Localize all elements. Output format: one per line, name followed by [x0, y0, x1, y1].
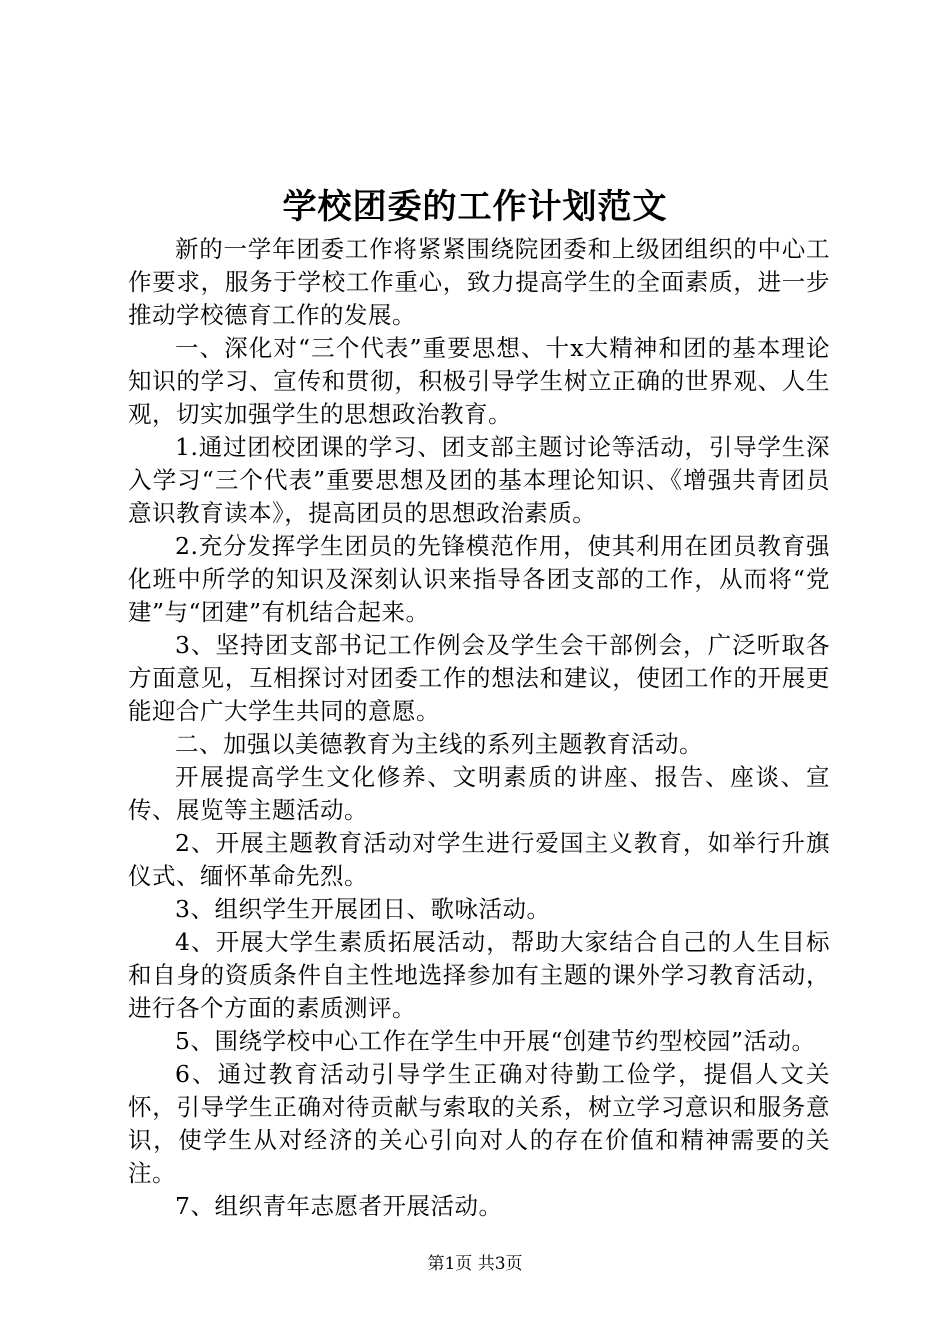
paragraph-section-2: 二、加强以美德教育为主线的系列主题教育活动。	[175, 730, 703, 758]
document-body	[128, 233, 830, 1223]
paragraph-item-1-2: 2.充分发挥学生团员的先锋模范作用，使其利用在团员教育强化班中所学的知识及深刻认识来指导各团支部的工作，从而将“党建”与“团建”有机结合起来。	[128, 532, 830, 626]
document-title: 学校团委的工作计划范文	[282, 187, 668, 227]
paragraph-intro: 新的一学年团委工作将紧紧围绕院团委和上级团组织的中心工作要求，服务于学校工作重心，致力提高学生的全面素质，进一步推动学校德育工作的发展。	[128, 235, 830, 329]
paragraph-item-2-6: 6、通过教育活动引导学生正确对待勤工俭学，提倡人文关怀，引导学生正确对待贡献与索取的关系，树立学习意识和服务意识，使学生从对经济的关心引向对人的存在价值和精神需要的关注。	[128, 1060, 830, 1187]
paragraph-item-2-2: 2、开展主题教育活动对学生进行爱国主义教育，如举行升旗仪式、缅怀革命先烈。	[128, 829, 830, 890]
paragraph-item-1-3: 3、坚持团支部书记工作例会及学生会干部例会，广泛听取各方面意见，互相探讨对团委工作的想法和建议，使团工作的开展更能迎合广大学生共同的意愿。	[128, 631, 830, 725]
paragraph-item-2-5: 5、围绕学校中心工作在学生中开展“创建节约型校园”活动。	[175, 1027, 816, 1055]
paragraph-item-2-7: 7、组织青年志愿者开展活动。	[175, 1192, 503, 1220]
paragraph-section-1: 一、深化对“三个代表”重要思想、十x大精神和团的基本理论知识的学习、宣传和贯彻，积极引导学生树立正确的世界观、人生观，切实加强学生的思想政治教育。	[128, 334, 830, 428]
paragraph-item-2-4: 4、开展大学生素质拓展活动，帮助大家结合自己的人生目标和自身的资质条件自主性地选择参加有主题的课外学习教育活动，进行各个方面的素质测评。	[128, 928, 830, 1022]
page-footer: 第1页 共3页	[427, 1254, 523, 1274]
paragraph-item-2-3: 3、组织学生开展团日、歌咏活动。	[175, 895, 551, 923]
paragraph-item-1-1: 1.通过团校团课的学习、团支部主题讨论等活动，引导学生深入学习“三个代表”重要思想及团的基本理论知识、《增强共青团员意识教育读本》，提高团员的思想政治素质。	[128, 433, 830, 527]
paragraph-item-2-1: 开展提高学生文化修养、文明素质的讲座、报告、座谈、宣传、展览等主题活动。	[128, 763, 830, 824]
